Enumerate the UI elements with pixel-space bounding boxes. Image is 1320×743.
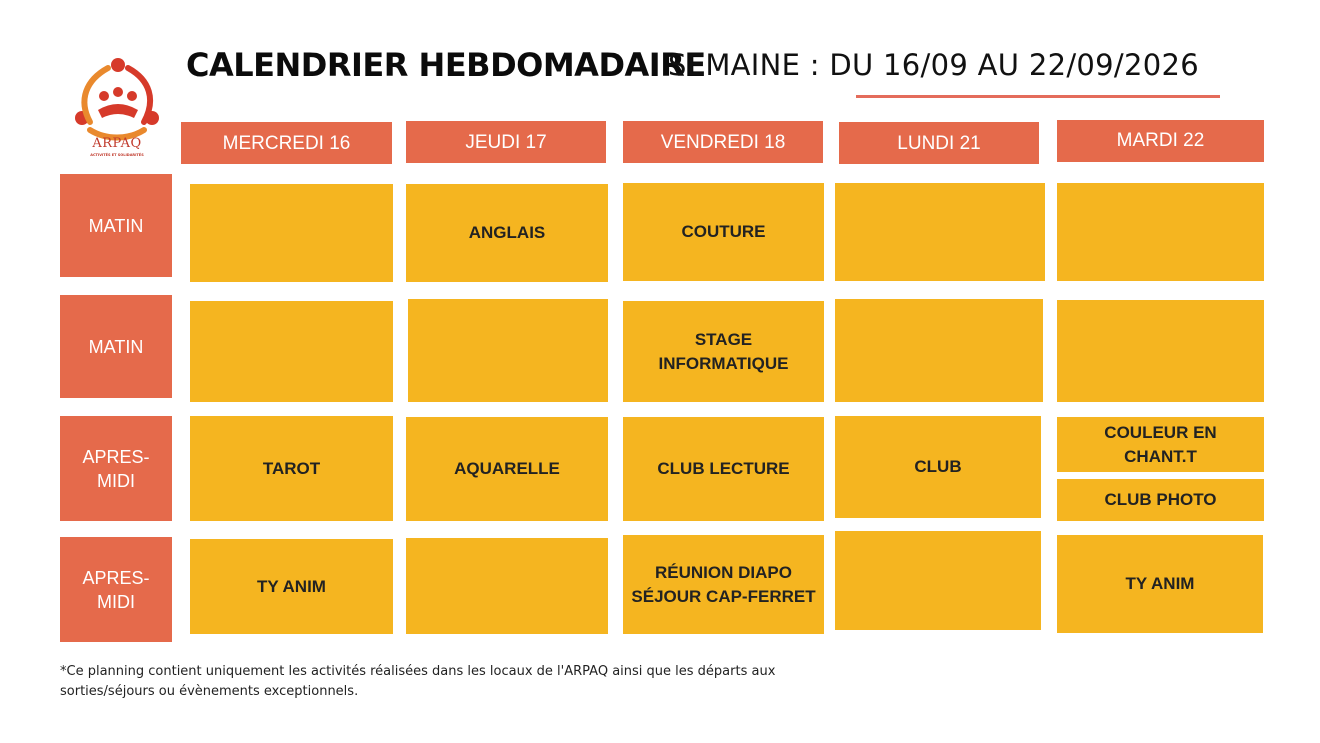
cell-tue-r2 (1057, 300, 1264, 402)
cell-fri-r3: CLUB LECTURE (623, 417, 824, 521)
day-header-thursday: JEUDI 17 (406, 121, 606, 163)
cell-tue-r4: TY ANIM (1057, 535, 1263, 633)
cell-tue-r1 (1057, 183, 1264, 281)
row-label-afternoon-2: APRES- MIDI (60, 537, 172, 642)
cell-thu-r2 (408, 299, 608, 402)
logo-tagline: ACTIVITÉS ET SOLIDARITÉS (90, 153, 144, 157)
cell-tue-r3b: CLUB PHOTO (1057, 479, 1264, 521)
row-label-morning-1: MATIN (60, 174, 172, 277)
cell-fri-r2: STAGE INFORMATIQUE (623, 301, 824, 402)
cell-mon-r1 (835, 183, 1045, 281)
cell-mon-r4 (835, 531, 1041, 630)
cell-fri-r4: RÉUNION DIAPO SÉJOUR CAP-FERRET (623, 535, 824, 634)
cell-mon-r3: CLUB (835, 416, 1041, 518)
cell-wed-r1 (190, 184, 393, 282)
cell-mon-r2 (835, 299, 1043, 402)
cell-wed-r4: TY ANIM (190, 539, 393, 634)
day-header-tuesday: MARDI 22 (1057, 120, 1264, 162)
row-label-morning-2: MATIN (60, 295, 172, 398)
day-header-monday: LUNDI 21 (839, 122, 1039, 164)
day-header-friday: VENDREDI 18 (623, 121, 823, 163)
cell-fri-r1: COUTURE (623, 183, 824, 281)
footnote: *Ce planning contient uniquement les activités réalisées dans les locaux de l'ARPAQ ainsi que les départs aux sorties/séjours ou évènements exceptionnels. (60, 664, 776, 699)
cell-thu-r4 (406, 538, 608, 634)
row-label-afternoon-1: APRES- MIDI (60, 416, 172, 521)
cell-tue-r3a: COULEUR EN CHANT.T (1057, 417, 1264, 472)
week-range: SEMAINE : DU 16/09 AU 22/09/2026 (668, 48, 1199, 82)
cell-wed-r2 (190, 301, 393, 402)
day-header-wednesday: MERCREDI 16 (181, 122, 392, 164)
page-title: CALENDRIER HEBDOMADAIRE (186, 46, 706, 84)
week-underline (856, 95, 1220, 98)
cell-thu-r3: AQUARELLE (406, 417, 608, 521)
cell-wed-r3: TAROT (190, 416, 393, 521)
logo-name: ARPAQ (92, 136, 142, 151)
cell-thu-r1: ANGLAIS (406, 184, 608, 282)
